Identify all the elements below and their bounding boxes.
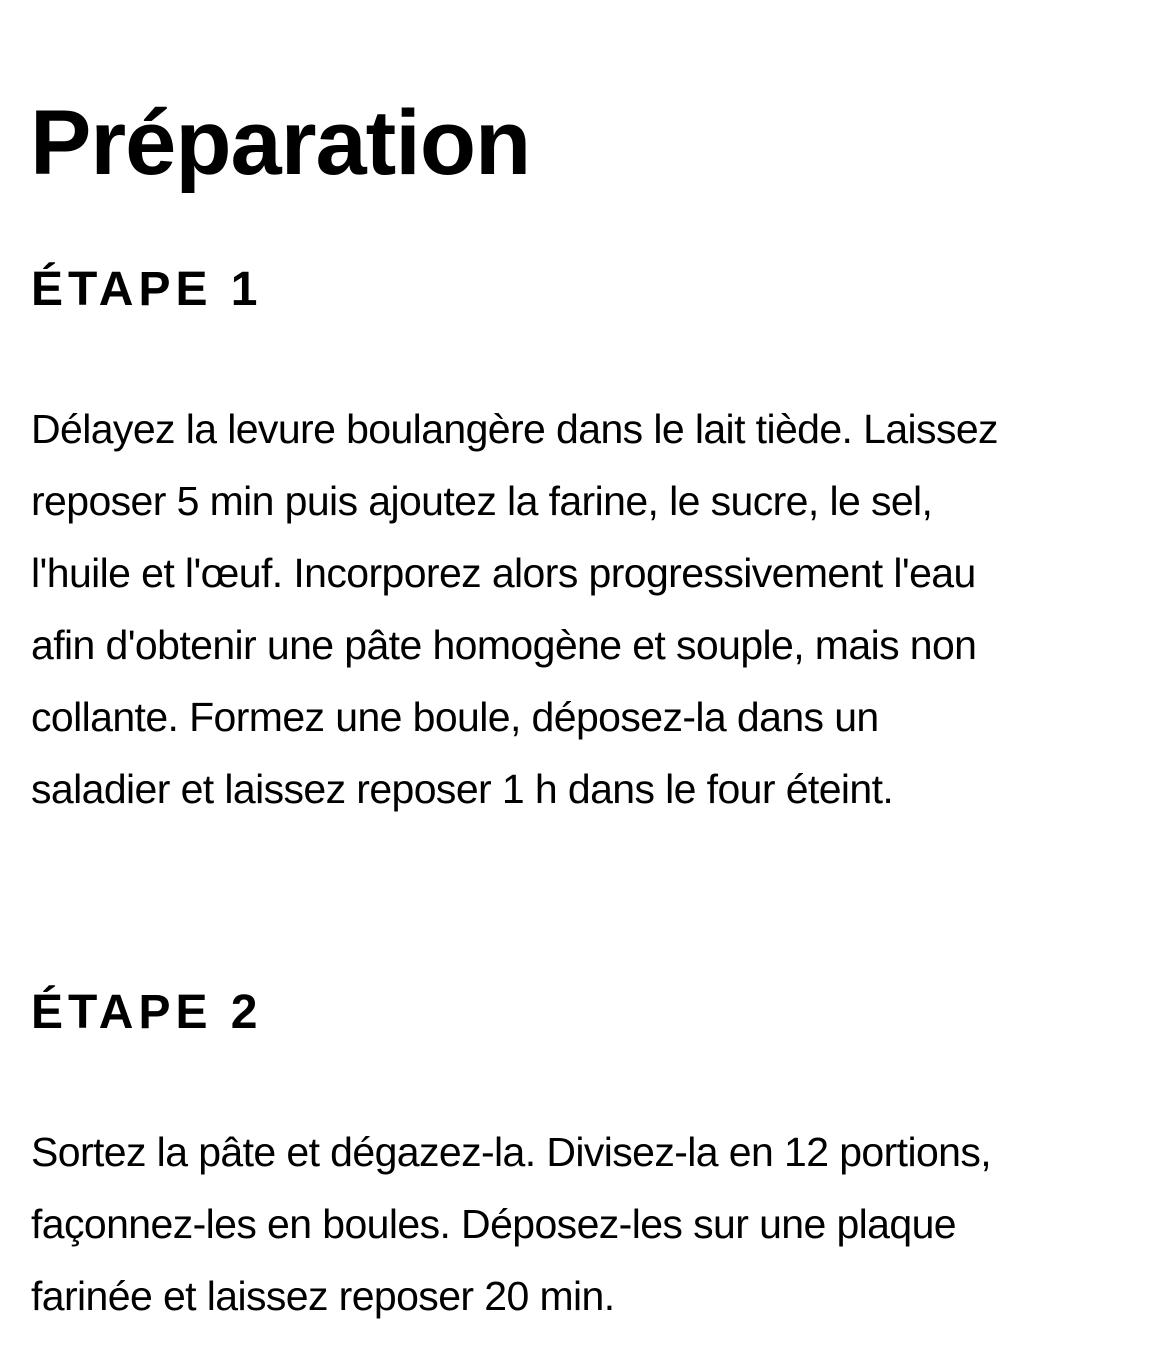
- step-text-line: Délayez la levure boulangère dans le lait tiède. Laissez: [31, 406, 998, 452]
- step-text-line: collante. Formez une boule, déposez-la dans un: [31, 694, 879, 740]
- step-text-line: reposer 5 min puis ajoutez la farine, le sucre, le sel,: [31, 478, 933, 524]
- step-text-line: Sortez la pâte et dégazez-la. Divisez-la en 12 portions,: [31, 1129, 992, 1175]
- step-description: [31, 1116, 991, 1332]
- step-text-line: l'huile et l'œuf. Incorporez alors progressivement l'eau: [31, 550, 976, 596]
- step-text-line: farinée et laissez reposer 20 min.: [31, 1273, 615, 1319]
- page-title: Préparation: [30, 92, 531, 194]
- step-text-line: afin d'obtenir une pâte homogène et souple, mais non: [31, 622, 977, 668]
- step-description: [31, 393, 998, 825]
- step-heading: ÉTAPE 1: [31, 263, 263, 316]
- step-text-line: saladier et laissez reposer 1 h dans le four éteint.: [31, 766, 894, 812]
- step-text-line: façonnez-les en boules. Déposez-les sur une plaque: [31, 1201, 956, 1247]
- step-heading: ÉTAPE 2: [31, 986, 263, 1039]
